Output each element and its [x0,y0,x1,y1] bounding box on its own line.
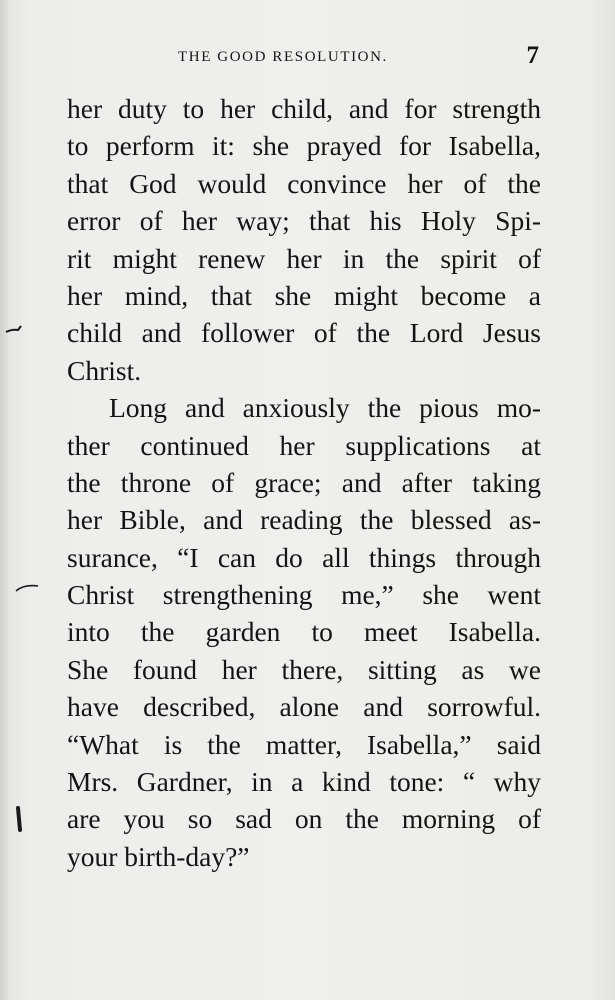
text-line: Long and anxiously the pious mo- [109,392,541,424]
margin-ink-mark [4,322,26,336]
text-line: “What is the matter, Isabella,” said [67,728,541,760]
text-line: are you so sad on the morning of [67,803,541,835]
page-number: 7 [526,42,539,69]
text-line: have described, alone and sorrowful. [67,691,541,723]
margin-ink-mark [14,582,40,594]
text-line: ther continued her supplications at [67,429,541,461]
text-line: Christ. [67,354,142,386]
text-line: into the garden to meet Isabella. [67,616,541,648]
margin-ink-mark [14,806,24,836]
text-line: her Bible, and reading the blessed as- [67,504,541,536]
text-line: Mrs. Gardner, in a kind tone: “ why [67,766,541,798]
text-line: her duty to her child, and for strength [67,93,541,124]
text-line: that God would convince her of the [67,167,541,199]
text-line: error of her way; that his Holy Spi- [67,205,541,237]
running-head: THE GOOD RESOLUTION. [178,49,388,65]
text-line: surance, “I can do all things through [67,541,541,573]
text-line: Christ strengthening me,” she went [67,579,541,611]
text-line: your birth-day?” [67,840,250,872]
text-line: rit might renew her in the spirit of [67,242,541,274]
body-text [67,90,541,875]
text-line: She found her there, sitting as we [67,653,541,685]
page-header [178,44,543,74]
text-line: to perform it: she prayed for Isabella, [67,130,541,162]
text-line: child and follower of the Lord Jesus [67,317,541,349]
text-line: her mind, that she might become a [67,279,541,311]
text-line: the throne of grace; and after taking [67,466,541,498]
